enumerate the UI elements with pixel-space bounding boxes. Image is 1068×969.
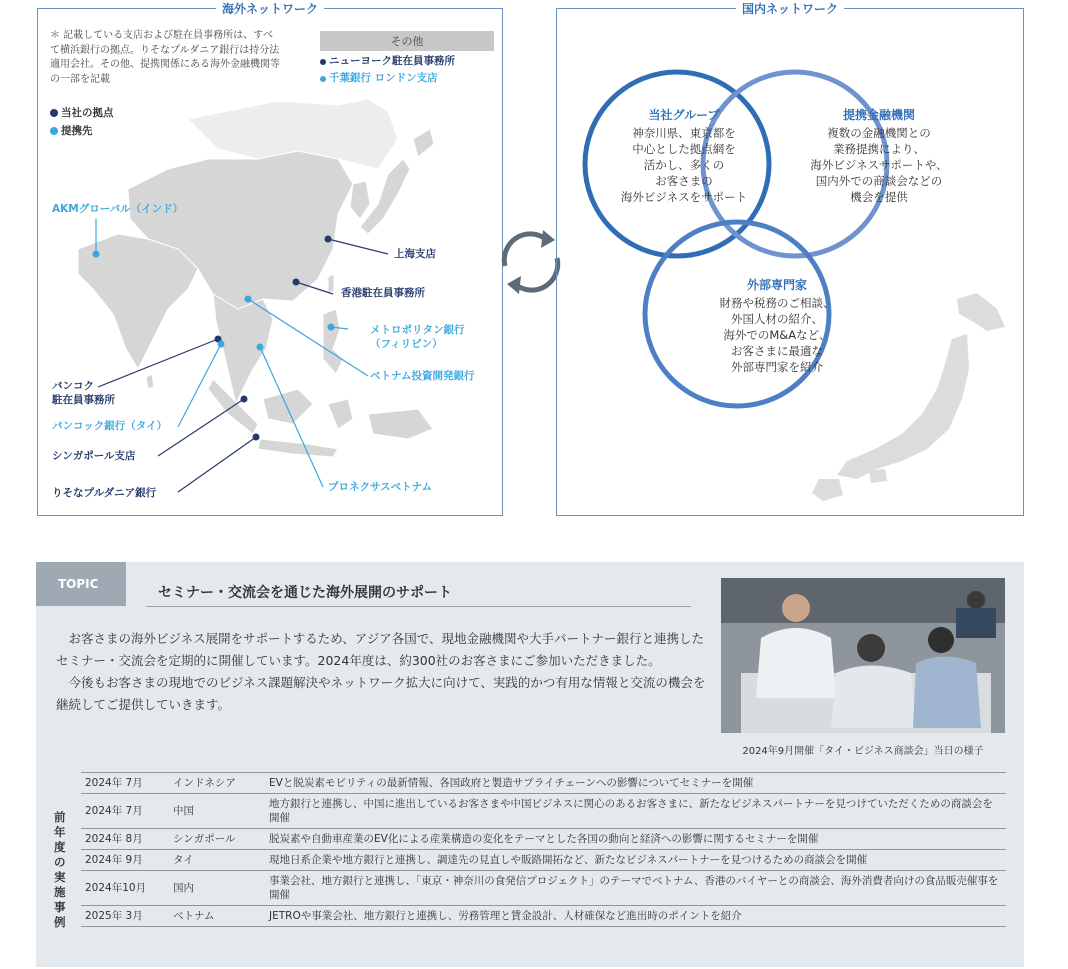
other-item-london: 千葉銀行 ロンドン支店 xyxy=(320,70,494,85)
label-resona: りそなプルダニア銀行 xyxy=(52,487,157,499)
topic-paragraph-2: 今後もお客さまの現地でのビジネス課題解決やネットワーク拡大に向けて、実践的かつ有用な情報と交流の機会を継続してご提供していきます。 xyxy=(56,675,706,712)
topic-tag: TOPIC xyxy=(36,562,126,606)
other-item-newyork: ニューヨーク駐在員事務所 xyxy=(320,53,494,68)
event-date: 2025年 3月 xyxy=(81,906,169,927)
table-row xyxy=(81,829,1006,850)
topic-title: セミナー・交流会を通じた海外展開のサポート xyxy=(158,585,452,601)
label-hongkong: 香港駐在員事務所 xyxy=(341,287,425,299)
events-side-label: 前年度の実施事例 xyxy=(54,810,66,929)
event-date: 2024年 9月 xyxy=(81,850,169,871)
table-row xyxy=(81,773,1006,794)
event-date: 2024年10月 xyxy=(81,871,169,906)
seminar-photo xyxy=(721,578,1005,733)
overseas-network-panel xyxy=(37,2,503,516)
event-country: 国内 xyxy=(169,871,265,906)
event-country: ベトナム xyxy=(169,906,265,927)
topic-section xyxy=(36,562,1024,967)
table-row xyxy=(81,850,1006,871)
domestic-network-panel xyxy=(556,2,1024,516)
event-country: インドネシア xyxy=(169,773,265,794)
event-description: 事業会社、地方銀行と連携し、「東京・神奈川の食発信プロジェクト」のテーマでベトナム、香港のバイヤーとの商談会、海外消費者向けの食品販売催事を開催 xyxy=(265,871,1006,906)
overseas-note: ＊ 記載している支店および駐在員事務所は、すべて横浜銀行の拠点。りそなプルダニア銀行は持分法適用会社。その他、提携関係にある海外金融機関等の一部を記載 xyxy=(50,30,280,85)
event-country: タイ xyxy=(169,850,265,871)
legend-partner: 提携先 xyxy=(50,123,93,138)
venn-expert: 外部専門家 財務や税務のご相談、 外国人材の紹介、 海外でのM&Aなど、 お客さまに最適な 外部専門家を紹介 xyxy=(719,278,835,374)
event-date: 2024年 7月 xyxy=(81,773,169,794)
other-title: その他 xyxy=(320,31,494,51)
event-description: EVと脱炭素モビリティの最新情報、各国政府と製造サプライチェーンへの影響についてセミナーを開催 xyxy=(265,773,1006,794)
label-pronexus: プロネクサスベトナム xyxy=(328,481,433,493)
label-bangkok-office: バンコク 駐在員事務所 xyxy=(52,380,115,406)
event-description: 現地日系企業や地方銀行と連携し、調達先の見直しや販路開拓など、新たなビジネスパートナーを見つけるための商談会を開催 xyxy=(265,850,1006,871)
overseas-network-title: 海外ネットワーク xyxy=(38,0,502,17)
photo-caption: 2024年9月開催「タイ・ビジネス商談会」当日の様子 xyxy=(742,746,984,757)
topic-paragraph-1: お客さまの海外ビジネス展開をサポートするため、アジア各国で、現地金融機関や大手パートナー銀行と連携したセミナー・交流会を定期的に開催しています。2024年度は、約300社のお客さまにご参加いただきました。 xyxy=(56,631,705,668)
legend-own: 当社の拠点 xyxy=(50,105,114,120)
event-description: JETROや事業会社、地方銀行と連携し、労務管理と賃金設計、人材確保など進出時のポイントを紹介 xyxy=(265,906,1006,927)
asia-map xyxy=(38,9,502,515)
venn-diagram xyxy=(557,9,1023,515)
event-country: 中国 xyxy=(169,794,265,829)
table-row xyxy=(81,906,1006,927)
topic-body xyxy=(56,628,706,716)
label-akm: AKMグローバル（インド） xyxy=(52,203,184,215)
events-table xyxy=(81,772,1006,927)
table-row xyxy=(81,794,1006,829)
event-country: シンガポール xyxy=(169,829,265,850)
label-bangkok-bank: バンコック銀行（タイ） xyxy=(52,420,168,432)
event-description: 脱炭素や自動車産業のEV化による産業構造の変化をテーマとした各国の動向と経済への影響に関するセミナーを開催 xyxy=(265,829,1006,850)
venn-group: 当社グループ 神奈川県、東京都を 中心とした拠点網を 活かし、多くの お客さまの 海外ビジネスをサポート xyxy=(620,108,748,204)
label-singapore: シンガポール支店 xyxy=(52,450,136,462)
event-date: 2024年 8月 xyxy=(81,829,169,850)
label-shanghai: 上海支店 xyxy=(394,248,436,260)
venn-partner: 提携金融機関 複数の金融機関との 業務提携により、 海外ビジネスサポートや、 国内外での商談会などの 機会を提供 xyxy=(810,108,948,204)
label-metropolitan: メトロポリタン銀行 （フィリピン） xyxy=(370,324,465,350)
table-row xyxy=(81,871,1006,906)
topic-divider xyxy=(146,606,691,607)
event-description: 地方銀行と連携し、中国に進出しているお客さまや中国ビジネスに関心のあるお客さまに、新たなビジネスパートナーを見つけていただくための商談会を開催 xyxy=(265,794,1006,829)
domestic-network-title: 国内ネットワーク xyxy=(557,0,1023,17)
event-date: 2024年 7月 xyxy=(81,794,169,829)
label-vietnam-bank: ベトナム投資開発銀行 xyxy=(370,370,475,382)
